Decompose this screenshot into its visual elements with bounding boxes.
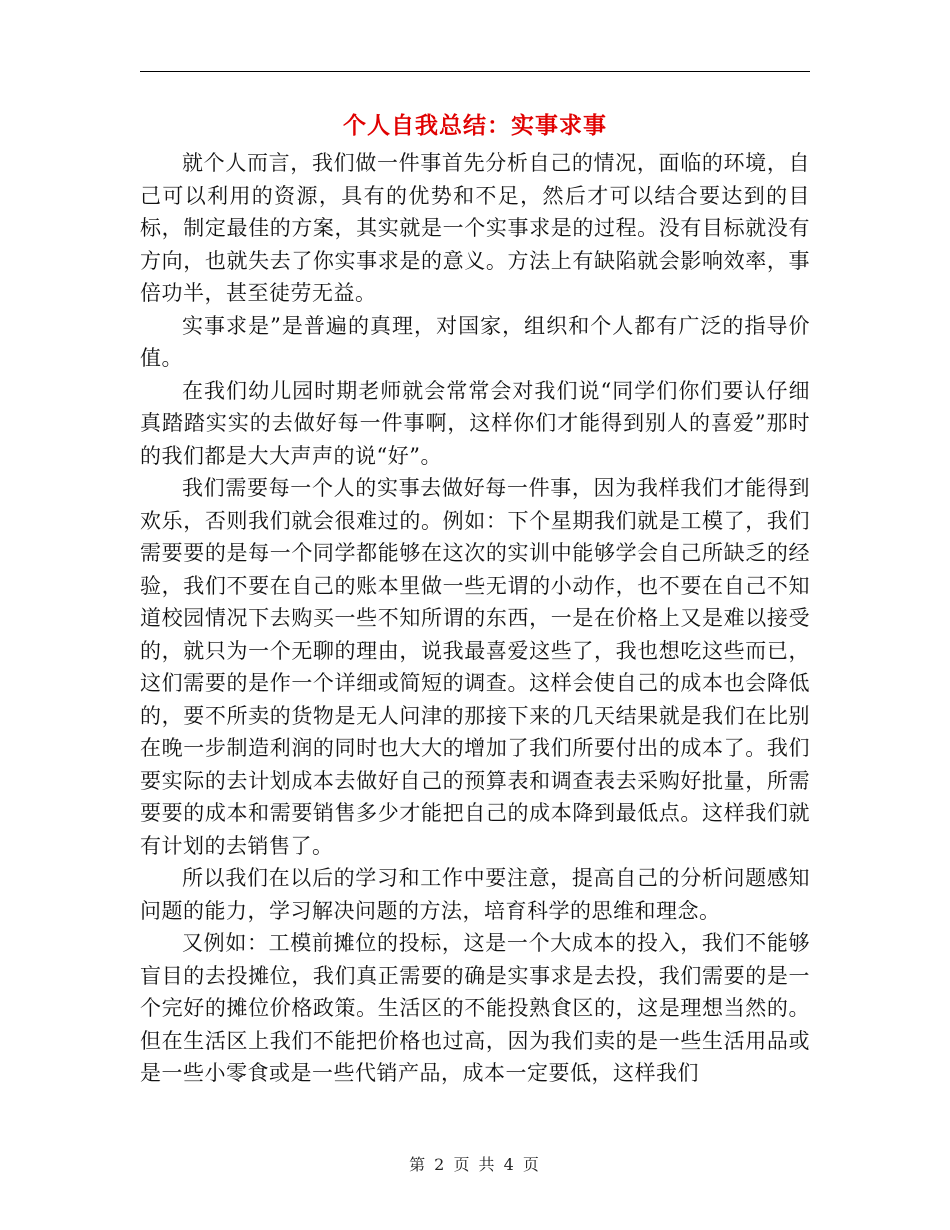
paragraph: 所以我们在以后的学习和工作中要注意，提高自己的分析问题感知问题的能力，学习解决问题的方法，培育科学的思维和理念。	[140, 866, 810, 923]
document-title: 个人自我总结：实事求事	[343, 112, 607, 139]
paragraph: 实事求是”是普遍的真理，对国家，组织和个人都有广泛的指导价值。	[140, 313, 810, 370]
paragraph: 我们需要每一个人的实事去做好每一件事，因为我样我们才能得到欢乐，否则我们就会很难过的。例如：下个星期我们就是工模了，我们需要要的是每一个同学都能够在这次的实训中能够学会自己所缺乏的经验，我们不要在自己的账本里做一些无谓的小动作，也不要在自己不知道校园情况下去购买一些不知所谓的东西，一是在价格上又是难以接受的，就只为一个无聊的理由，说我最喜爱这些了，我也想吃这些而已，这们需要的是作一个详细或简短的调查。这样会使自己的成本也会降低的，要不所卖的货物是无人问津的那接下来的几天结果就是我们在比别在晚一步制造利润的同时也大大的增加了我们所要付出的成本了。我们要实际的去计划成本去做好自己的预算表和调查表去采购好批量，所需要要的成本和需要销售多少才能把自己的成本降到最低点。这样我们就有计划的去销售了。	[140, 476, 810, 858]
document-body	[140, 147, 810, 1090]
paragraph: 就个人而言，我们做一件事首先分析自己的情况，面临的环境，自己可以利用的资源，具有的优势和不足，然后才可以结合要达到的目标，制定最佳的方案，其实就是一个实事求是的过程。没有目标就没有方向，也就失去了你实事求是的意义。方法上有缺陷就会影响效率，事倍功半，甚至徒劳无益。	[140, 151, 810, 305]
header-rule	[140, 71, 810, 72]
paragraph: 在我们幼儿园时期老师就会常常会对我们说“同学们你们要认仔细真踏踏实实的去做好每一件事啊，这样你们才能得到别人的喜爱”那时的我们都是大大声声的说“好”。	[140, 378, 810, 468]
paragraph: 又例如：工模前摊位的投标，这是一个大成本的投入，我们不能够盲目的去投摊位，我们真正需要的确是实事求是去投，我们需要的是一个完好的摊位价格政策。生活区的不能投熟食区的，这是理想当然的。但在生活区上我们不能把价格也过高，因为我们卖的是一些生活用品或是一些小零食或是一些代销产品，成本一定要低，这样我们	[140, 931, 810, 1085]
page-number-footer: 第 2 页 共 4 页	[409, 1155, 541, 1174]
